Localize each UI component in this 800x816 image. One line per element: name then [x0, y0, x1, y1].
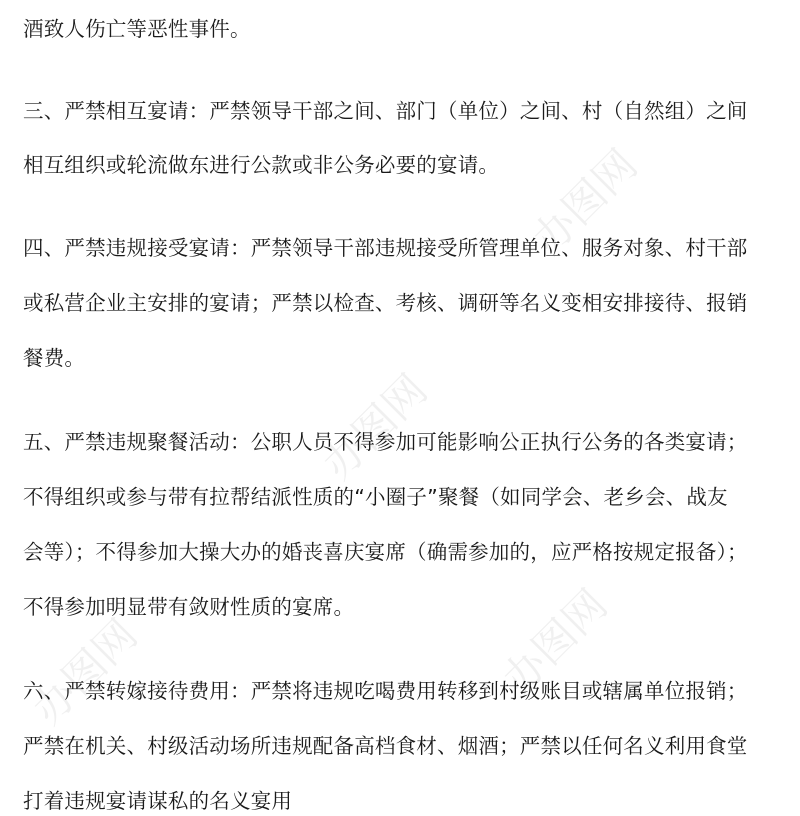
watermark: 办图网 [312, 364, 437, 489]
paragraph-line: 酒致人伤亡等恶性事件。 [23, 17, 251, 41]
watermark: 办图网 [22, 609, 147, 734]
paragraph-line: 六、严禁转嫁接待费用：严禁将违规吃喝费用转移到村级账目或辖属单位报销； [23, 679, 748, 703]
paragraph-line: 四、严禁违规接受宴请：严禁领导干部违规接受所管理单位、服务对象、村干部 [23, 236, 748, 260]
paragraph-line: 不得参加明显带有敛财性质的宴席。 [23, 595, 355, 619]
paragraph-line: 相互组织或轮流做东进行公款或非公务必要的宴请。 [23, 153, 500, 177]
paragraph-line: 不得组织或参与带有拉帮结派性质的“小圈子”聚餐（如同学会、老乡会、战友 [23, 485, 728, 509]
paragraph-line: 五、严禁违规聚餐活动：公职人员不得参加可能影响公正执行公务的各类宴请； [23, 430, 748, 454]
paragraph-line: 三、严禁相互宴请：严禁领导干部之间、部门（单位）之间、村（自然组）之间 [23, 99, 748, 123]
watermark: 办图网 [492, 579, 617, 704]
paragraph-line: 会等）；不得参加大操大办的婚丧喜庆宴席（确需参加的，应严格按规定报备）； [23, 540, 748, 564]
paragraph-line: 或私营企业主安排的宴请；严禁以检查、考核、调研等名义变相安排接待、报销 [23, 291, 748, 315]
paragraph-line: 打着违规宴请谋私的名义宴用 [23, 789, 293, 813]
watermark: 办图网 [522, 139, 647, 264]
paragraph-line: 餐费。 [23, 346, 86, 370]
paragraph-line: 严禁在机关、村级活动场所违规配备高档食材、烟酒；严禁以任何名义利用食堂 [23, 734, 748, 758]
